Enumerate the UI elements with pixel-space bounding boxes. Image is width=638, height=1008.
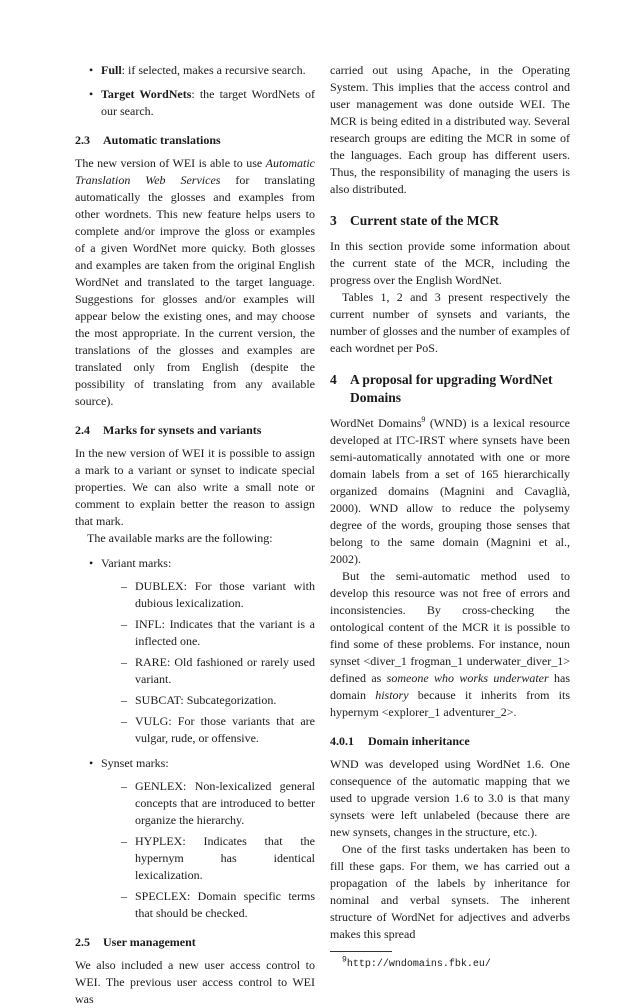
left-column — [75, 62, 315, 1008]
section-heading-4: 4 A proposal for upgrading WordNet Domains — [330, 372, 553, 405]
paragraph: carried out using Apache, in the Operating System. This implies that the access control and user management was done outside WEI. The MCR is being edited in a distributed way. Several research groups are editing the MCR in some of the languages. Each group has different users. Thus, the responsibility of managing the users is also distributed. — [330, 63, 570, 196]
paragraph: In the new version of WEI it is possible to assign a mark to a variant or synset to indicate special properties. We can also write a small note or comment to explain better the reason to assign that mark. — [75, 446, 315, 528]
list-item: • Synset marks: – GENLEX: Non-lexicalized general concepts that are introduced to better organize the hierarchy. – HYPLEX: Indicates that the hypernym has identical lexicalization. – SPECLEX: Domain specific terms that should be checked. — [89, 755, 315, 922]
paragraph: WordNet Domains$^9$ (WND) is a lexical resource developed at ITC-IRST where synsets have been semi-automatically annotated with one or more domain labels from a set of 165 hierarchically organized domains (Magnini and Cavaglià, 2000). WND allow to reduce the polysemy degree of the words, grouping those senses that belong to the same domain (Magnini et al., 2002). — [330, 415, 570, 566]
paragraph: WND was developed using WordNet 1.6. One consequence of the automatic mapping that we used to upgrade version 1.6 to 3.0 is that many synsets were left unlabeled (because there are new synsets, changes in the structure, etc.). — [330, 757, 570, 839]
synset-marks-list — [121, 778, 315, 922]
section-heading-3: 3 Current state of the MCR — [330, 213, 499, 228]
list-item: • Target WordNets: the target WordNets of our search. — [89, 86, 315, 120]
section-heading-2-4: 2.4 Marks for synsets and variants — [75, 423, 262, 437]
right-column — [330, 62, 570, 973]
list-item: – SPECLEX: Domain specific terms that should be checked. — [121, 888, 315, 922]
section-heading-2-3: 2.3 Automatic translations — [75, 133, 221, 147]
list-item: – GENLEX: Non-lexicalized general concepts that are introduced to better organize the hierarchy. — [121, 778, 315, 829]
paragraph: We also included a new user access control to WEI. The previous user access control to WEI was — [75, 958, 315, 1006]
list-item: – INFL: Indicates that the variant is a inflected one. — [121, 616, 315, 650]
list-item: • Full: if selected, makes a recursive search. — [89, 62, 315, 79]
paragraph: One of the first tasks undertaken has been to fill these gaps. For them, we has carried out a propagation of the labels by inheritance for nominal and verbal synsets. The inherent structure of WordNet for adjectives and adverbs makes this spread — [330, 842, 570, 941]
list-item: – HYPLEX: Indicates that the hypernym has identical lexicalization. — [121, 833, 315, 884]
list-item: – DUBLEX: For those variant with dubious lexicalization. — [121, 578, 315, 612]
variant-marks-list — [121, 578, 315, 747]
list-item: – SUBCAT: Subcategorization. — [121, 692, 315, 709]
footnote: $^9$http://wndomains.fbk.eu/ — [342, 955, 491, 970]
marks-list — [89, 555, 315, 922]
footnote-marker: 9 — [421, 415, 426, 424]
section-heading-2-5: 2.5 User management — [75, 935, 196, 949]
paragraph: In this section provide some information about the current state of the MCR, including the progress over the English WordNet. — [330, 239, 570, 287]
paragraph: Tables 1, 2 and 3 present respectively the current number of synsets and variants, the number of glosses and the number of examples of each wordnet per PoS. — [330, 290, 570, 355]
paragraph: The new version of WEI is able to use Automatic Translation Web Services for translating automatically the glosses and examples from other wordnets. This new feature helps users to complete and/or improve the gloss or examples of a given WordNet more quicky. Both glosses and examples are taken from the original English WordNet and translated to the target language. Suggestions for glosses and/or examples will appear below the existing ones, and may choose the most appropriate. In the current version, the translations of the glosses and examples are translated only from English (despite the possibility of translating from any available source). — [75, 156, 315, 408]
footnote-divider — [330, 951, 392, 952]
option-list — [89, 62, 315, 120]
list-item: • Variant marks: – DUBLEX: For those variant with dubious lexicalization. – INFL: Indicates that the variant is a inflected one. – RARE: Old fashioned or rarely used variant. – SUBCAT: Subcategorization. – VULG: For those variants that are vulgar, rude, or offensive. — [89, 555, 315, 747]
list-item: – RARE: Old fashioned or rarely used variant. — [121, 654, 315, 688]
section-heading-4-0-1: 4.0.1 Domain inheritance — [330, 734, 470, 748]
paragraph: But the semi-automatic method used to develop this resource was not free of errors and inconsistencies. By cross-checking the ontological content of the MCR it is possible to find some of these problems. For instance, noun synset <diver_1 frogman_1 underwater_diver_1> defined as someone who works underwater has domain history because it inherits from its hypernym <explorer_1 adventurer_2>. — [330, 569, 570, 719]
list-item: – VULG: For those variants that are vulgar, rude, or offensive. — [121, 713, 315, 747]
paragraph: The available marks are the following: — [87, 531, 273, 545]
